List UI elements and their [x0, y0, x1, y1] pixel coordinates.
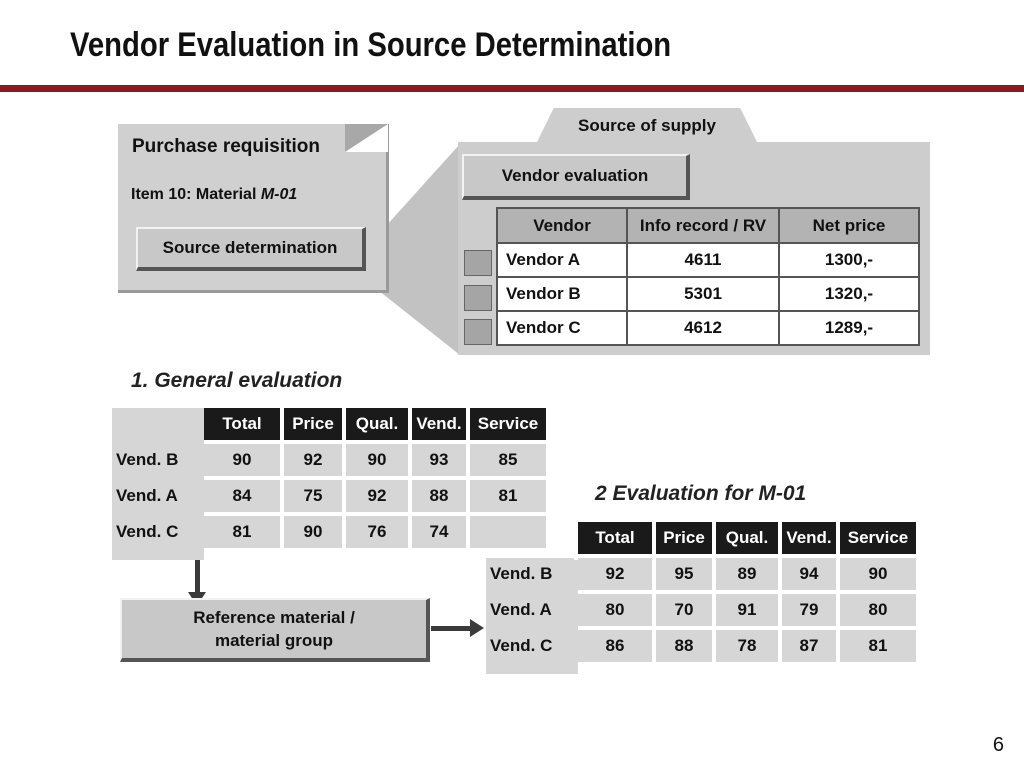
- score-cell: 70: [656, 594, 712, 626]
- connector-wedge: [380, 144, 460, 355]
- score-cell: 84: [204, 480, 280, 512]
- score-cell: 81: [840, 630, 916, 662]
- column-header-price: Price: [284, 408, 342, 440]
- select-vendor-a-checkbox[interactable]: [464, 250, 492, 276]
- corner-cell: [486, 522, 574, 554]
- score-cell: 90: [840, 558, 916, 590]
- column-header-total: Total: [204, 408, 280, 440]
- source-determination-button[interactable]: Source determination: [136, 227, 366, 271]
- table-row: [112, 444, 546, 476]
- net-price-cell: 1320,-: [779, 277, 919, 311]
- table-row: [112, 480, 546, 512]
- row-label: Vend. A: [486, 594, 574, 626]
- vendor-evaluation-button[interactable]: Vendor evaluation: [462, 154, 690, 200]
- column-header-quality: Qual.: [346, 408, 408, 440]
- table-header-row: [112, 408, 546, 440]
- score-cell: 91: [716, 594, 778, 626]
- score-cell: 92: [284, 444, 342, 476]
- reference-line-1: Reference material /: [193, 608, 355, 627]
- score-cell: 92: [346, 480, 408, 512]
- table-row: [112, 516, 546, 548]
- select-vendor-b-checkbox[interactable]: [464, 285, 492, 311]
- score-cell: 74: [412, 516, 466, 548]
- table-row: [486, 594, 916, 626]
- row-label: Vend. C: [486, 630, 574, 662]
- page-number: 6: [992, 734, 1004, 756]
- score-cell: 90: [346, 444, 408, 476]
- arrow-down-line: [195, 560, 200, 596]
- column-header-quality: Qual.: [716, 522, 778, 554]
- table-header-row: [486, 522, 916, 554]
- table-row: [486, 558, 916, 590]
- vendor-cell: Vendor B: [497, 277, 627, 311]
- material-evaluation-table: [482, 518, 920, 666]
- score-cell: 79: [782, 594, 836, 626]
- score-cell: 90: [204, 444, 280, 476]
- arrow-right-line: [431, 626, 475, 631]
- score-cell: 89: [716, 558, 778, 590]
- material-label: Material: [195, 186, 257, 203]
- score-cell: 80: [840, 594, 916, 626]
- table-row[interactable]: [497, 277, 919, 311]
- score-cell: 78: [716, 630, 778, 662]
- score-cell: 90: [284, 516, 342, 548]
- net-price-cell: 1289,-: [779, 311, 919, 345]
- page-title: Vendor Evaluation in Source Determination: [70, 26, 672, 64]
- score-cell: 88: [656, 630, 712, 662]
- table-row[interactable]: [497, 311, 919, 345]
- vendor-cell: Vendor C: [497, 311, 627, 345]
- title-divider: [0, 85, 1024, 92]
- column-header-price: Price: [656, 522, 712, 554]
- score-cell: 88: [412, 480, 466, 512]
- score-cell: 95: [656, 558, 712, 590]
- column-header-vendor: Vend.: [782, 522, 836, 554]
- column-header-vendor: Vend.: [412, 408, 466, 440]
- table-row: [486, 630, 916, 662]
- item-label: Item 10:: [131, 186, 192, 203]
- score-cell: 81: [470, 480, 546, 512]
- score-cell: 75: [284, 480, 342, 512]
- row-label: Vend. B: [486, 558, 574, 590]
- column-header-info-record: Info record / RV: [627, 208, 779, 243]
- column-header-total: Total: [578, 522, 652, 554]
- column-header-net-price: Net price: [779, 208, 919, 243]
- info-record-cell: 5301: [627, 277, 779, 311]
- column-header-vendor: Vendor: [497, 208, 627, 243]
- score-cell: 93: [412, 444, 466, 476]
- material-code: M-01: [260, 186, 298, 203]
- score-cell: 86: [578, 630, 652, 662]
- score-cell: 94: [782, 558, 836, 590]
- column-header-service: Service: [470, 408, 546, 440]
- score-cell: 92: [578, 558, 652, 590]
- table-header-row: [497, 208, 919, 243]
- row-label: Vend. B: [112, 444, 200, 476]
- purchase-requisition-title: Purchase requisition: [132, 136, 320, 157]
- score-cell: 85: [470, 444, 546, 476]
- requisition-item: [131, 186, 297, 204]
- score-cell: 80: [578, 594, 652, 626]
- table-row[interactable]: [497, 243, 919, 277]
- score-cell: 76: [346, 516, 408, 548]
- source-of-supply-table: [496, 207, 920, 346]
- folded-corner: [345, 124, 388, 152]
- material-evaluation-title: 2 Evaluation for M-01: [595, 482, 807, 505]
- net-price-cell: 1300,-: [779, 243, 919, 277]
- info-record-cell: 4611: [627, 243, 779, 277]
- vendor-cell: Vendor A: [497, 243, 627, 277]
- row-label: Vend. A: [112, 480, 200, 512]
- corner-cell: [112, 408, 200, 440]
- column-header-service: Service: [840, 522, 916, 554]
- info-record-cell: 4612: [627, 311, 779, 345]
- general-evaluation-title: 1. General evaluation: [131, 369, 343, 392]
- row-label: Vend. C: [112, 516, 200, 548]
- score-cell: 81: [204, 516, 280, 548]
- select-vendor-c-checkbox[interactable]: [464, 319, 492, 345]
- reference-line-2: material group: [214, 631, 334, 650]
- source-of-supply-title: Source of supply: [578, 116, 716, 135]
- reference-material-button[interactable]: [120, 598, 430, 662]
- score-cell: 87: [782, 630, 836, 662]
